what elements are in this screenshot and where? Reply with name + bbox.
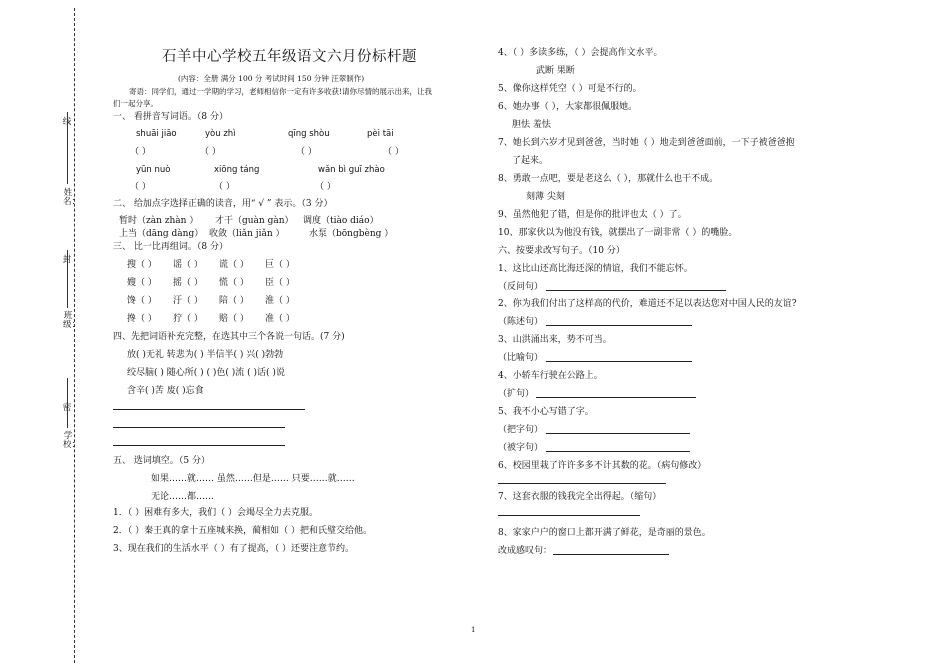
- rewrite-question-6: 6、校园里栽了许许多多不计其数的花。（病句修改）: [498, 461, 707, 471]
- fill-question-8[interactable]: 8、勇敢一点吧，要是老这么（ ），那就什么也干不成。: [498, 174, 719, 184]
- sentence-answer-line[interactable]: [113, 409, 305, 410]
- idiom-line-1[interactable]: 放( )无礼 转悲为( ) 半信半( ) 兴( )勃勃: [127, 350, 284, 360]
- section-2-heading: 二、 给加点字选择正确的读音，用“ √ ” 表示。（3 分）: [113, 199, 333, 209]
- rewrite-label: 改成感叹句：: [498, 546, 553, 556]
- word-options-b: 胆怯 羞怯: [512, 120, 551, 130]
- rewrite-label: （反问句）: [498, 282, 544, 292]
- idiom-line-2[interactable]: 绞尽脑( ) 随心所( ) ( )色( )流 ( )话( )说: [127, 368, 285, 378]
- sentence-answer-line[interactable]: [113, 445, 285, 446]
- rewrite-answer-line[interactable]: [546, 290, 726, 291]
- rewrite-answer-line[interactable]: [498, 515, 640, 516]
- rewrite-answer-line[interactable]: [498, 483, 666, 484]
- exam-title: 石羊中心学校五年级语文六月份标杆题: [162, 49, 417, 65]
- compare-cell[interactable]: 陪（ ）: [219, 296, 249, 306]
- answer-blank[interactable]: （ ）: [214, 182, 235, 192]
- rewrite-question-7: 7、这套衣服的钱我完全出得起。（缩句）: [498, 492, 662, 502]
- rewrite-question-4: 4、小轿车行驶在公路上。: [498, 371, 603, 381]
- answer-blank[interactable]: （ ）: [130, 147, 151, 157]
- compare-cell[interactable]: 臣（ ）: [265, 278, 295, 288]
- rewrite-question-2: 2、你为我们付出了这样高的代价，难道还不足以表达您对中国人民的友谊?: [498, 299, 797, 309]
- rewrite-question-8: 8、家家户户的窗口上都开满了鲜花，是奇丽的景色。: [498, 528, 711, 538]
- reading-choice[interactable]: 才干（guàn gàn）: [215, 216, 294, 226]
- intro-line-1: 寄语：同学们，通过一学期的学习，老师相信你一定有许多收获!请你尽情的展示出来，让我: [129, 87, 433, 96]
- compare-cell[interactable]: 搜（ ）: [127, 260, 157, 270]
- page-number: 1: [471, 626, 476, 634]
- section-3-heading: 三、 比一比再组词。（8 分）: [113, 242, 228, 252]
- compare-cell[interactable]: 谎（ ）: [219, 260, 249, 270]
- conjunction-options-1: 如果……就…… 虽然……但是…… 只要……就……: [151, 474, 355, 484]
- answer-blank[interactable]: （ ）: [383, 147, 404, 157]
- rewrite-answer-line[interactable]: [546, 451, 690, 452]
- seal-mark-line: 线: [62, 117, 72, 127]
- pinyin-4: pèi tāi: [367, 129, 394, 139]
- exam-subtitle: (内容：全册 满分 100 分 考试时间 150 分钟 汪翠制作): [178, 74, 365, 83]
- conjunction-options-2: 无论……都……: [151, 492, 215, 502]
- rewrite-label: （把字句）: [498, 425, 544, 435]
- fill-question-1[interactable]: 1．（ ）困难有多大，我们（ ）会竭尽全力去克服。: [113, 508, 318, 518]
- margin-label-school: 学校：: [63, 431, 81, 450]
- compare-cell[interactable]: 馋（ ）: [127, 296, 157, 306]
- margin-label-name: 姓名：: [63, 188, 81, 207]
- rewrite-question-1: 1、这比山还高比海还深的情谊，我们不能忘怀。: [498, 264, 693, 274]
- compare-cell[interactable]: 慌（ ）: [219, 278, 249, 288]
- intro-line-2: 们一起分享。: [113, 99, 158, 108]
- rewrite-question-5: 5、我不小心写错了字。: [498, 407, 594, 417]
- rewrite-label: （陈述句）: [498, 317, 544, 327]
- pinyin-7: wǎn bì guī zhào: [318, 165, 385, 175]
- section-6-heading: 六、按要求改写句子。（10 分）: [498, 246, 625, 256]
- school-line: [67, 378, 68, 428]
- sentence-answer-line[interactable]: [113, 427, 285, 428]
- rewrite-answer-line[interactable]: [546, 325, 692, 326]
- compare-cell[interactable]: 赔（ ）: [219, 314, 249, 324]
- margin-label-class: 班级：: [63, 311, 81, 330]
- fill-question-7-cont: 了起来。: [512, 156, 549, 166]
- pinyin-6: xiōng táng: [214, 165, 260, 175]
- compare-cell[interactable]: 准（ ）: [265, 314, 295, 324]
- pinyin-2: yòu zhì: [205, 129, 236, 139]
- rewrite-label: （比喻句）: [498, 353, 544, 363]
- compare-cell[interactable]: 狞（ ）: [173, 314, 203, 324]
- compare-cell[interactable]: 嫂（ ）: [127, 278, 157, 288]
- answer-blank[interactable]: （ ）: [200, 147, 221, 157]
- fill-question-3[interactable]: 3、现在我们的生活水平（ ）有了提高，（ ）还要注意节约。: [113, 544, 354, 554]
- fill-question-4[interactable]: 4、（ ）多读多练，（ ）会提高作文水平。: [498, 48, 663, 58]
- idiom-line-3[interactable]: 含辛( )苦 废( )忘食: [127, 386, 204, 396]
- seal-mark-seal: 封: [62, 255, 72, 265]
- rewrite-label: （扩句）: [498, 389, 535, 399]
- word-options-c: 刻薄 尖刻: [526, 192, 565, 202]
- compare-cell[interactable]: 淮（ ）: [265, 296, 295, 306]
- section-4-heading: 四、先把词语补充完整，在选其中三个各说一句话。(7 分): [113, 332, 345, 342]
- compare-cell[interactable]: 汙（ ）: [173, 296, 203, 306]
- compare-cell[interactable]: 摇（ ）: [173, 278, 203, 288]
- pinyin-5: yūn nuò: [136, 165, 171, 175]
- fill-question-9[interactable]: 9、虽然他犯了错，但是你的批评也太（ ）了。: [498, 210, 687, 220]
- pinyin-3: qīng shòu: [288, 129, 330, 139]
- compare-cell[interactable]: 搀（ ）: [127, 314, 157, 324]
- reading-choice[interactable]: 水泵（bōngbèng ）: [309, 229, 394, 239]
- reading-choice[interactable]: 收敛（liǎn jiǎn ）: [209, 229, 285, 239]
- word-options-a: 武断 果断: [536, 66, 575, 76]
- section-5-heading: 五、 选词填空。（5 分）: [113, 456, 210, 466]
- fill-question-6[interactable]: 6、她办事（ ），大家都很佩服她。: [498, 102, 638, 112]
- answer-blank[interactable]: （ ）: [315, 182, 336, 192]
- reading-choice[interactable]: 暂时（zàn zhàn ）: [119, 216, 199, 226]
- reading-choice[interactable]: 上当（dāng dàng）: [119, 229, 204, 239]
- compare-cell[interactable]: 巨（ ）: [265, 260, 295, 270]
- fill-question-2[interactable]: 2．（ ）秦王真的拿十五座城来换，蔺相如（ ）把和氏璧交给他。: [113, 526, 372, 536]
- rewrite-answer-line[interactable]: [553, 554, 669, 555]
- class-line: [67, 250, 68, 308]
- seal-mark-secret: 密: [62, 403, 72, 413]
- compare-cell[interactable]: 谣（ ）: [173, 260, 203, 270]
- answer-blank[interactable]: （ ）: [130, 182, 151, 192]
- pinyin-1: shuāi jiāo: [136, 129, 177, 139]
- section-1-heading: 一、 看拼音写词语。（8 分）: [113, 112, 228, 122]
- rewrite-label: （被字句）: [498, 443, 544, 453]
- name-line: [67, 112, 68, 184]
- fill-question-5[interactable]: 5、像你这样凭空（ ）可是不行的。: [498, 84, 642, 94]
- rewrite-answer-line[interactable]: [546, 433, 690, 434]
- fill-question-10[interactable]: 10、那家伙以为他没有钱，就摆出了一副非常（ ）的嘴脸。: [498, 228, 738, 238]
- fill-question-7[interactable]: 7、她长到六岁才见到爸爸，当时她（ ）地走到爸爸面前，一下子被爸爸抱: [498, 138, 795, 148]
- rewrite-answer-line[interactable]: [536, 397, 696, 398]
- answer-blank[interactable]: （ ）: [296, 147, 317, 157]
- rewrite-answer-line[interactable]: [546, 361, 692, 362]
- rewrite-question-3: 3、山洪涌出来，势不可当。: [498, 335, 612, 345]
- reading-choice[interactable]: 调度（tiào diáo）: [303, 216, 379, 226]
- binding-dashed-line: [74, 8, 75, 663]
